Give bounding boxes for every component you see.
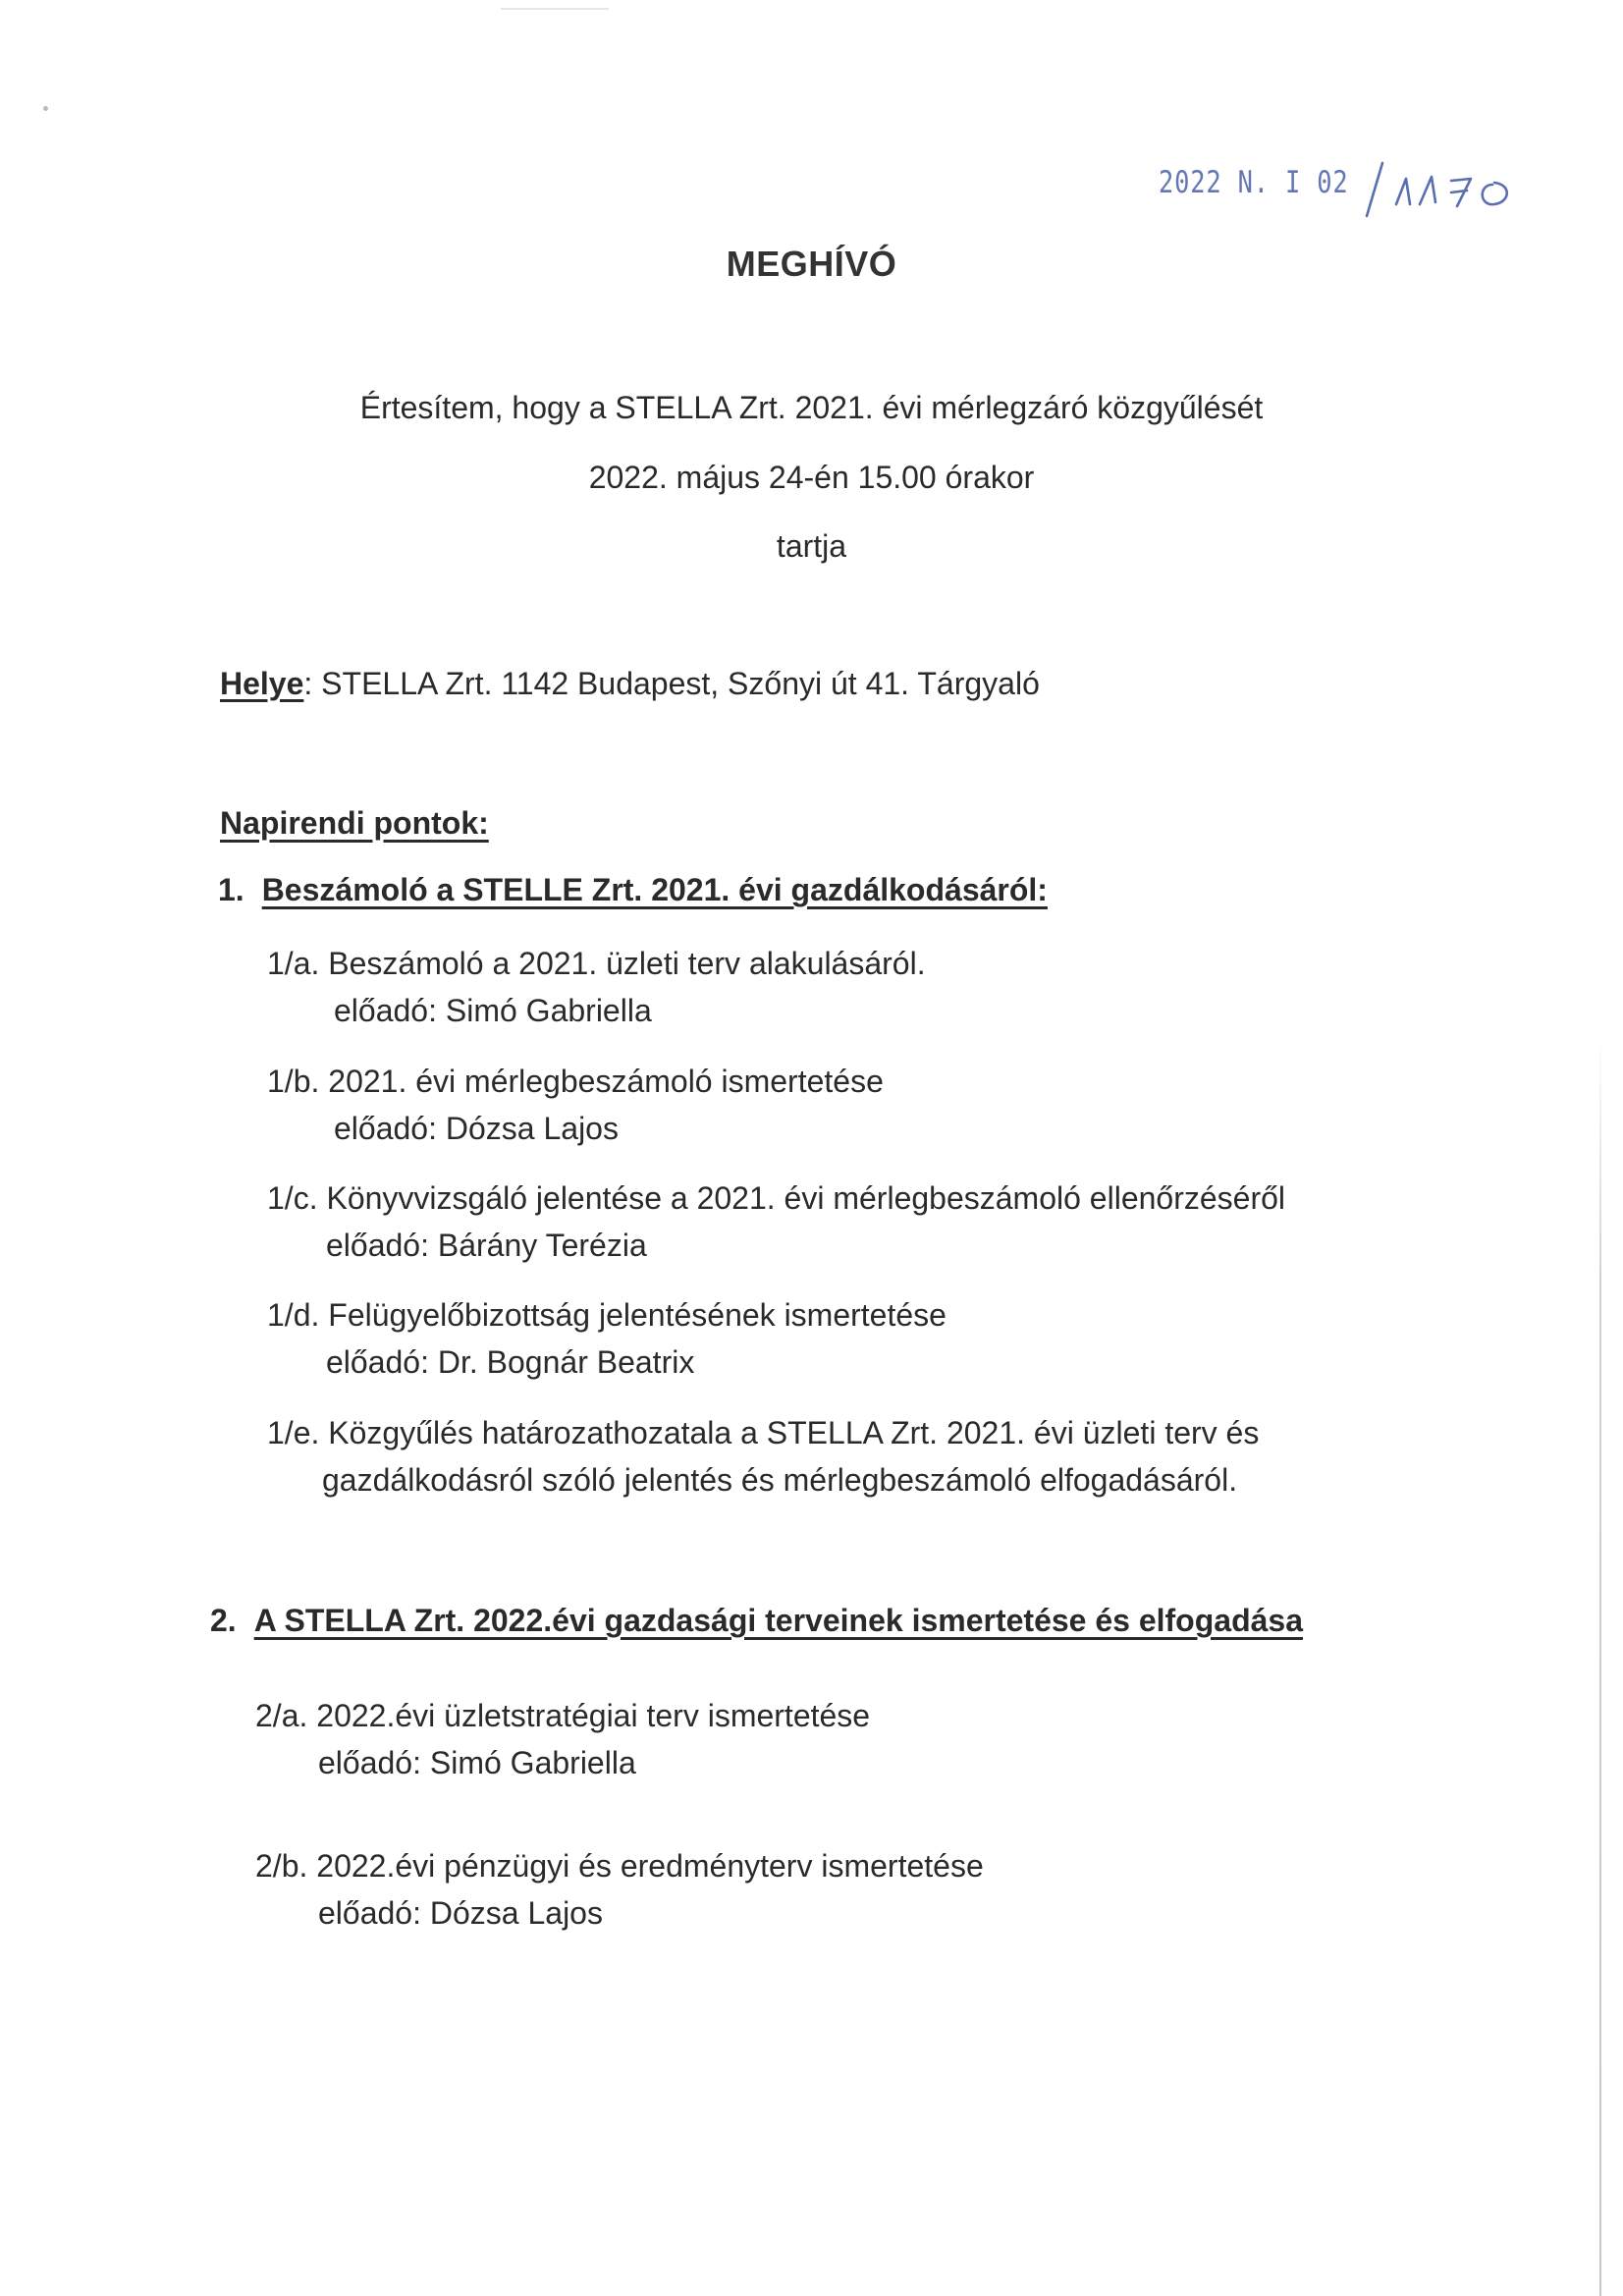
- item-presenter: előadó: Dózsa Lajos: [334, 1111, 619, 1146]
- place-value: : STELLA Zrt. 1142 Budapest, Szőnyi út 41. Tárgyaló: [303, 666, 1040, 701]
- agenda-item-1a: [267, 940, 926, 1034]
- stamp-printed-number: 2022 N. I 02: [1159, 165, 1349, 200]
- item-presenter: előadó: Bárány Terézia: [326, 1228, 647, 1263]
- agenda-item-1e: [267, 1409, 1259, 1503]
- item-label: 1/a. Beszámoló a 2021. üzleti terv alakulásáról.: [267, 946, 926, 981]
- section-title: A STELLA Zrt. 2022.évi gazdasági terveinek ismertetése és elfogadása: [253, 1603, 1303, 1638]
- scan-artifact-line: [501, 8, 609, 10]
- item-presenter: előadó: Dr. Bognár Beatrix: [326, 1344, 695, 1380]
- item-label: 1/e. Közgyűlés határozathozatala a STELLA Zrt. 2021. évi üzleti terv és: [267, 1415, 1260, 1450]
- registration-stamp: [1159, 165, 1390, 200]
- document-title: MEGHÍVÓ: [726, 244, 897, 284]
- item-label: 1/b. 2021. évi mérlegbeszámoló ismertetése: [267, 1064, 884, 1099]
- item-presenter: előadó: Dózsa Lajos: [318, 1895, 603, 1931]
- intro-line-3: tartja: [776, 528, 847, 564]
- agenda-item-2a: [255, 1692, 870, 1786]
- agenda-item-1c: [267, 1175, 1285, 1269]
- intro-line-1: Értesítem, hogy a STELLA Zrt. 2021. évi mérlegzáró közgyűlését: [359, 390, 1264, 425]
- agenda-heading: Napirendi pontok:: [220, 805, 489, 841]
- intro-line-2: 2022. május 24-én 15.00 órakor: [588, 460, 1035, 495]
- scan-artifact-dot: [43, 106, 48, 111]
- item-label: 1/c. Könyvvizsgáló jelentése a 2021. évi mérlegbeszámoló ellenőrzéséről: [267, 1180, 1286, 1216]
- item-presenter: előadó: Simó Gabriella: [318, 1745, 636, 1780]
- item-label: 2/b. 2022.évi pénzügyi és eredményterv ismertetése: [255, 1848, 984, 1884]
- agenda-item-2b: [255, 1842, 984, 1937]
- stamp-handwritten-number: [1345, 155, 1623, 224]
- item-continuation: gazdálkodásról szóló jelentés és mérlegbeszámoló elfogadásáról.: [322, 1462, 1238, 1498]
- agenda-section-1: [218, 872, 1048, 908]
- section-number: 2.: [210, 1603, 237, 1638]
- meeting-place: [220, 666, 1040, 702]
- scan-artifact-edge: [1599, 1031, 1601, 2296]
- section-title: Beszámoló a STELLE Zrt. 2021. évi gazdálkodásáról:: [261, 872, 1048, 907]
- item-presenter: előadó: Simó Gabriella: [334, 993, 652, 1028]
- place-label: Helye: [220, 666, 304, 701]
- agenda-item-1b: [267, 1058, 884, 1152]
- agenda-section-2: [210, 1603, 1303, 1639]
- section-number: 1.: [218, 872, 244, 907]
- agenda-item-1d: [267, 1291, 947, 1386]
- item-label: 2/a. 2022.évi üzletstratégiai terv ismertetése: [255, 1698, 871, 1733]
- item-label: 1/d. Felügyelőbizottság jelentésének ismertetése: [267, 1297, 947, 1333]
